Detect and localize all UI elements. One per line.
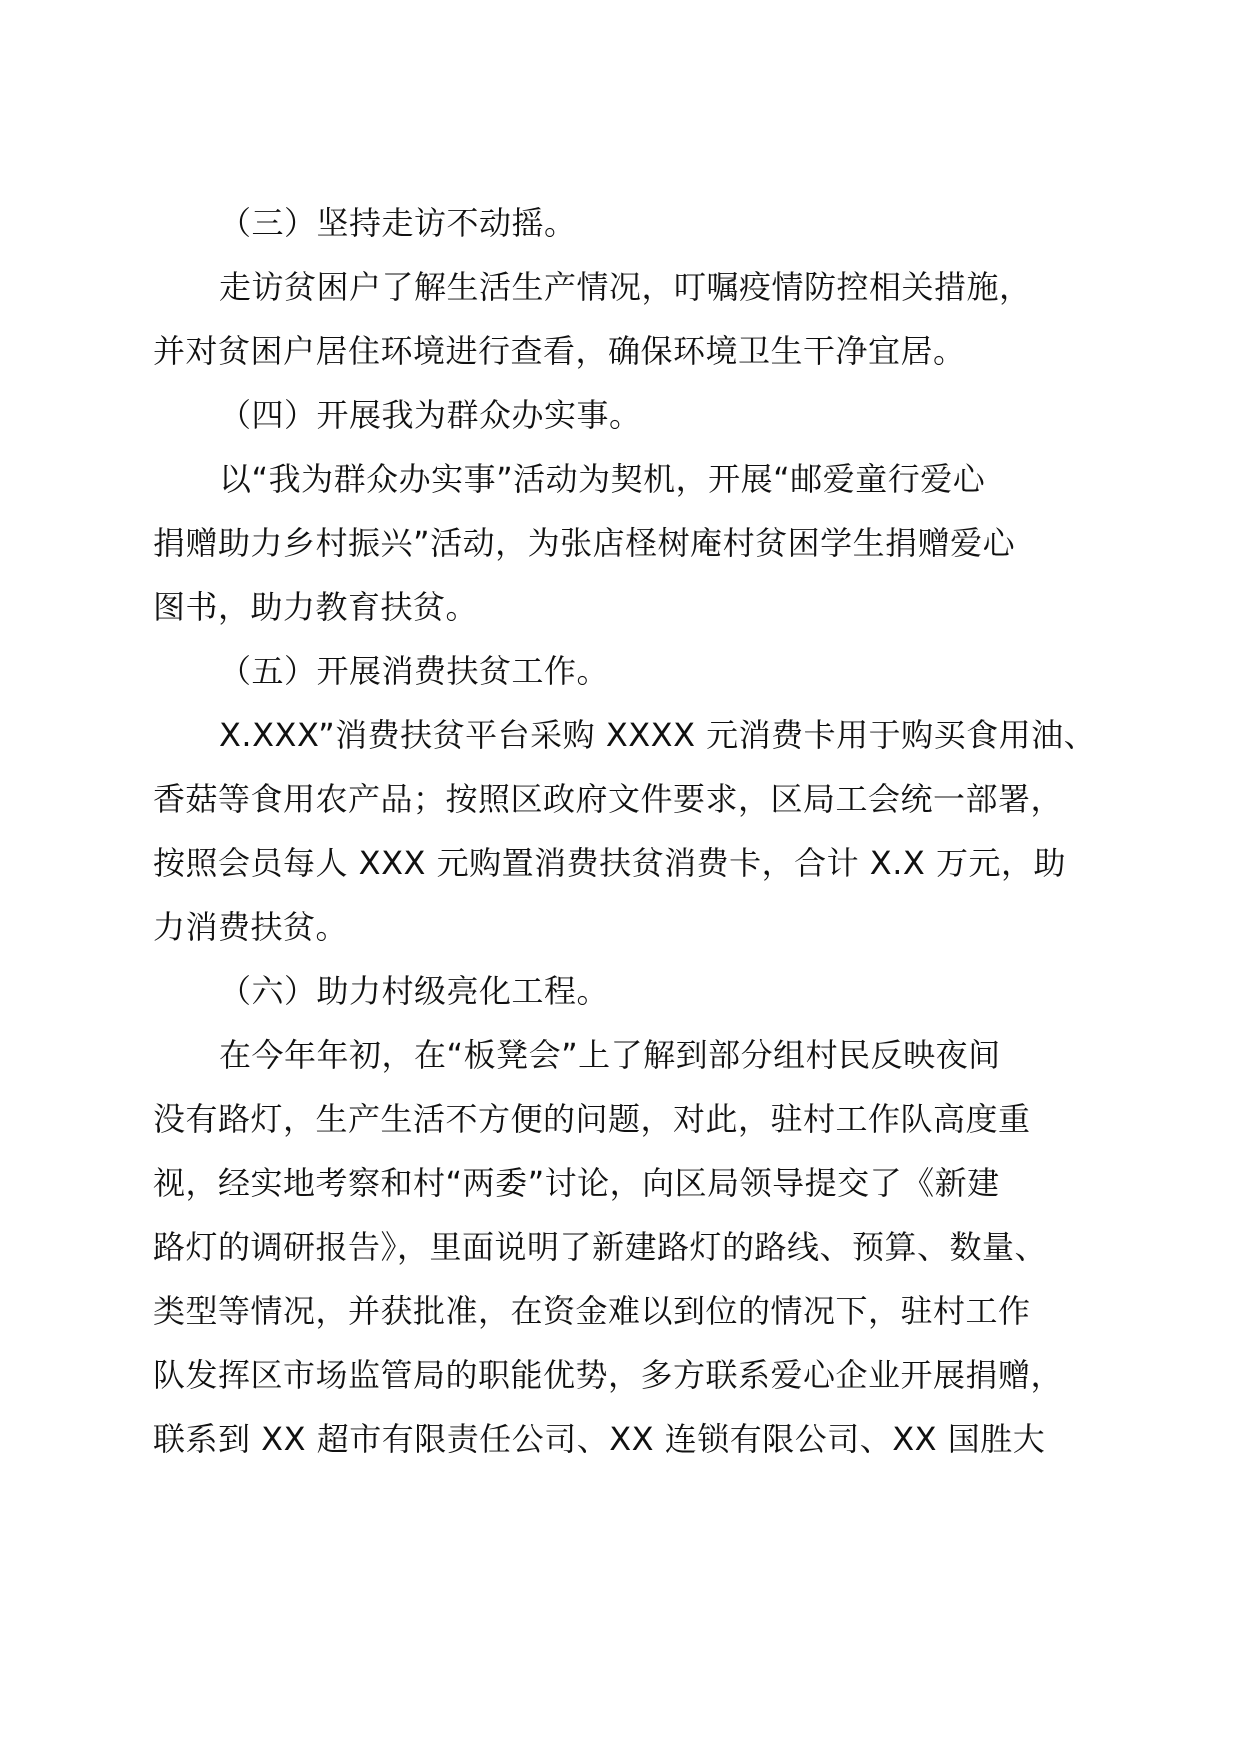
paragraph-line: 力消费扶贫。 bbox=[153, 908, 349, 946]
paragraph-line: 路灯的调研报告》，里面说明了新建路灯的路线、预算、数量、 bbox=[153, 1228, 1048, 1266]
paragraph-line: 按照会员每人 XXX 元购置消费扶贫消费卡，合计 X.X 万元，助 bbox=[153, 844, 1066, 882]
section-heading-3: （三）坚持走访不动摇。 bbox=[219, 204, 577, 242]
paragraph-line: X.XXX”消费扶贫平台采购 XXXX 元消费卡用于购买食用油、 bbox=[219, 716, 1097, 754]
paragraph-line: 在今年年初，在“板凳会”上了解到部分组村民反映夜间 bbox=[219, 1036, 1001, 1074]
paragraph-line: 没有路灯，生产生活不方便的问题，对此，驻村工作队高度重 bbox=[153, 1100, 1031, 1138]
paragraph-line: 图书，助力教育扶贫。 bbox=[153, 588, 479, 626]
paragraph-line: 走访贫困户了解生活生产情况，叮嘱疫情防控相关措施， bbox=[219, 268, 1032, 306]
paragraph-line: 类型等情况，并获批准，在资金难以到位的情况下，驻村工作 bbox=[153, 1292, 1031, 1330]
paragraph-line: 视，经实地考察和村“两委”讨论，向区局领导提交了《新建 bbox=[153, 1164, 1000, 1202]
paragraph-line: 香菇等食用农产品；按照区政府文件要求，区局工会统一部署， bbox=[153, 780, 1064, 818]
section-heading-6: （六）助力村级亮化工程。 bbox=[219, 972, 610, 1010]
paragraph-line: 以“我为群众办实事”活动为契机，开展“邮爱童行爱心 bbox=[219, 460, 986, 498]
document-body bbox=[153, 191, 1113, 1471]
paragraph-line: 联系到 XX 超市有限责任公司、XX 连锁有限公司、XX 国胜大 bbox=[153, 1420, 1046, 1458]
paragraph-line: 捐赠助力乡村振兴”活动，为张店柽树庵村贫困学生捐赠爱心 bbox=[153, 524, 1016, 562]
section-heading-4: （四）开展我为群众办实事。 bbox=[219, 396, 642, 434]
paragraph-line: 并对贫困户居住环境进行查看，确保环境卫生干净宜居。 bbox=[153, 332, 966, 370]
paragraph-line: 队发挥区市场监管局的职能优势，多方联系爱心企业开展捐赠， bbox=[153, 1356, 1064, 1394]
section-heading-5: （五）开展消费扶贫工作。 bbox=[219, 652, 610, 690]
